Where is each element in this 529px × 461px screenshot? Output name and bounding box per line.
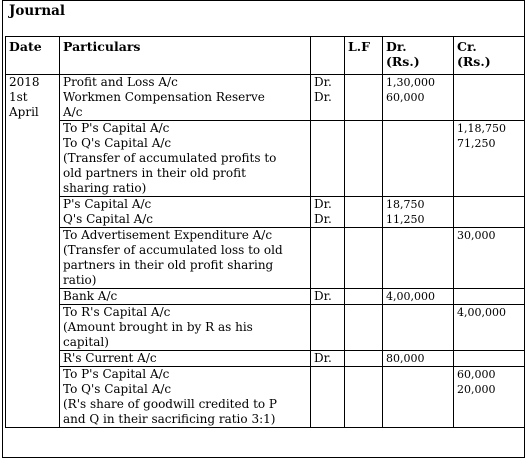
particular-line: old partners in their old profit (63, 166, 246, 180)
entry-3-credit-particulars (60, 305, 311, 351)
entry-3-credit-lf (345, 305, 383, 351)
dr-amount: 18,750 (386, 198, 425, 211)
header-date: Date (6, 37, 60, 75)
entry-4-credit-particulars (60, 367, 311, 428)
dr-mark: Dr. (314, 90, 332, 104)
entry-2-lf (345, 197, 383, 228)
entry-3-dr-marks (311, 289, 345, 305)
entry-1-credit-particulars (60, 121, 311, 197)
cr-amount: 71,250 (457, 137, 496, 150)
header-cr (454, 37, 525, 75)
particular-line: Workmen Compensation Reserve (63, 90, 265, 104)
entry-1-debit-row (6, 75, 525, 121)
entry-1-lf (345, 75, 383, 121)
header-dr (383, 37, 454, 75)
entry-3-lf (345, 289, 383, 305)
dr-mark: Dr. (314, 289, 332, 303)
journal-box (2, 0, 525, 458)
header-cr-unit: (Rs.) (457, 54, 491, 69)
cr-amount: 30,000 (457, 229, 496, 242)
particular-line: and Q in their sacrificing ratio 3:1) (63, 412, 276, 426)
date-day: 1st (9, 90, 28, 104)
particular-line: Bank A/c (63, 289, 118, 303)
header-particulars: Particulars (60, 37, 311, 75)
particular-line: (Amount brought in by R as his (63, 320, 253, 334)
particular-line: ratio) (63, 273, 97, 287)
entry-4-debit-particulars (60, 351, 311, 367)
entry-3-cr-amounts (454, 305, 525, 351)
journal-title: Journal (9, 3, 66, 19)
entry-3-cr-empty (454, 289, 525, 305)
particular-line: (R's share of goodwill credited to P (63, 397, 278, 411)
header-dr-label: Dr. (386, 39, 407, 54)
particular-line: To R's Capital A/c (63, 305, 171, 319)
dr-amount: 11,250 (386, 213, 425, 226)
entry-3-credit-dr (383, 305, 454, 351)
particular-line: P's Capital A/c (63, 197, 152, 211)
header-dr-unit: (Rs.) (386, 54, 420, 69)
particular-line: partners in their old profit sharing (63, 258, 274, 272)
entry-4-cr-amounts (454, 367, 525, 428)
particular-line: To Q's Capital A/c (63, 382, 172, 396)
particular-line: A/c (63, 105, 83, 119)
date-month: April (9, 105, 39, 119)
particular-line: sharing ratio) (63, 181, 147, 195)
entry-2-dr-marks (311, 197, 345, 228)
cr-amount: 20,000 (457, 383, 496, 396)
entry-1-cr-amounts (454, 121, 525, 197)
particular-line: To P's Capital A/c (63, 367, 170, 381)
entry-2-cr-empty (454, 197, 525, 228)
header-cr-label: Cr. (457, 39, 477, 54)
date-year: 2018 (9, 75, 40, 89)
entry-2-debit-row (6, 197, 525, 228)
dr-amount: 1,30,000 (386, 76, 435, 89)
dr-amount: 60,000 (386, 91, 425, 104)
entry-1-dr-marks (311, 75, 345, 121)
entry-3-debit-particulars (60, 289, 311, 305)
entry-4-credit-lf (345, 367, 383, 428)
particular-line: Q's Capital A/c (63, 212, 154, 226)
entry-4-credit-row (6, 367, 525, 428)
dr-mark: Dr. (314, 212, 332, 226)
dr-mark: Dr. (314, 197, 332, 211)
entry-4-dr-amounts (383, 351, 454, 367)
entry-1-credit-lf (345, 121, 383, 197)
particular-line: To P's Capital A/c (63, 121, 170, 135)
dr-amount: 4,00,000 (386, 290, 435, 303)
entry-3-dr-amounts (383, 289, 454, 305)
entry-1-credit-row (6, 121, 525, 197)
entry-4-credit-mark (311, 367, 345, 428)
cr-amount: 1,18,750 (457, 122, 506, 135)
entry-2-credit-lf (345, 228, 383, 289)
date-cell (6, 75, 60, 428)
entry-1-debit-particulars (60, 75, 311, 121)
cr-amount: 60,000 (457, 368, 496, 381)
entry-2-credit-dr (383, 228, 454, 289)
dr-mark: Dr. (314, 75, 332, 89)
dr-amount: 80,000 (386, 352, 425, 365)
cr-amount: 4,00,000 (457, 306, 506, 319)
entry-2-cr-amounts (454, 228, 525, 289)
entry-4-credit-dr (383, 367, 454, 428)
entry-3-credit-mark (311, 305, 345, 351)
entry-4-dr-marks (311, 351, 345, 367)
entry-1-credit-dr (383, 121, 454, 197)
entry-3-debit-row (6, 289, 525, 305)
particular-line: (Transfer of accumulated loss to old (63, 243, 283, 257)
entry-1-credit-mark (311, 121, 345, 197)
entry-3-credit-row (6, 305, 525, 351)
entry-1-dr-amounts (383, 75, 454, 121)
entry-1-cr-empty (454, 75, 525, 121)
particular-line: Profit and Loss A/c (63, 75, 178, 89)
header-blank (311, 37, 345, 75)
particular-line: capital) (63, 335, 109, 349)
entry-4-debit-row (6, 351, 525, 367)
entry-2-debit-particulars (60, 197, 311, 228)
dr-mark: Dr. (314, 351, 332, 365)
journal-table (5, 36, 525, 428)
entry-2-credit-mark (311, 228, 345, 289)
entry-4-lf (345, 351, 383, 367)
particular-line: (Transfer of accumulated profits to (63, 151, 277, 165)
header-row (6, 37, 525, 75)
particular-line: R's Current A/c (63, 351, 157, 365)
entry-4-cr-empty (454, 351, 525, 367)
entry-2-dr-amounts (383, 197, 454, 228)
entry-2-credit-row (6, 228, 525, 289)
particular-line: To Q's Capital A/c (63, 136, 172, 150)
particular-line: To Advertisement Expenditure A/c (63, 228, 273, 242)
entry-2-credit-particulars (60, 228, 311, 289)
header-lf: L.F (345, 37, 383, 75)
